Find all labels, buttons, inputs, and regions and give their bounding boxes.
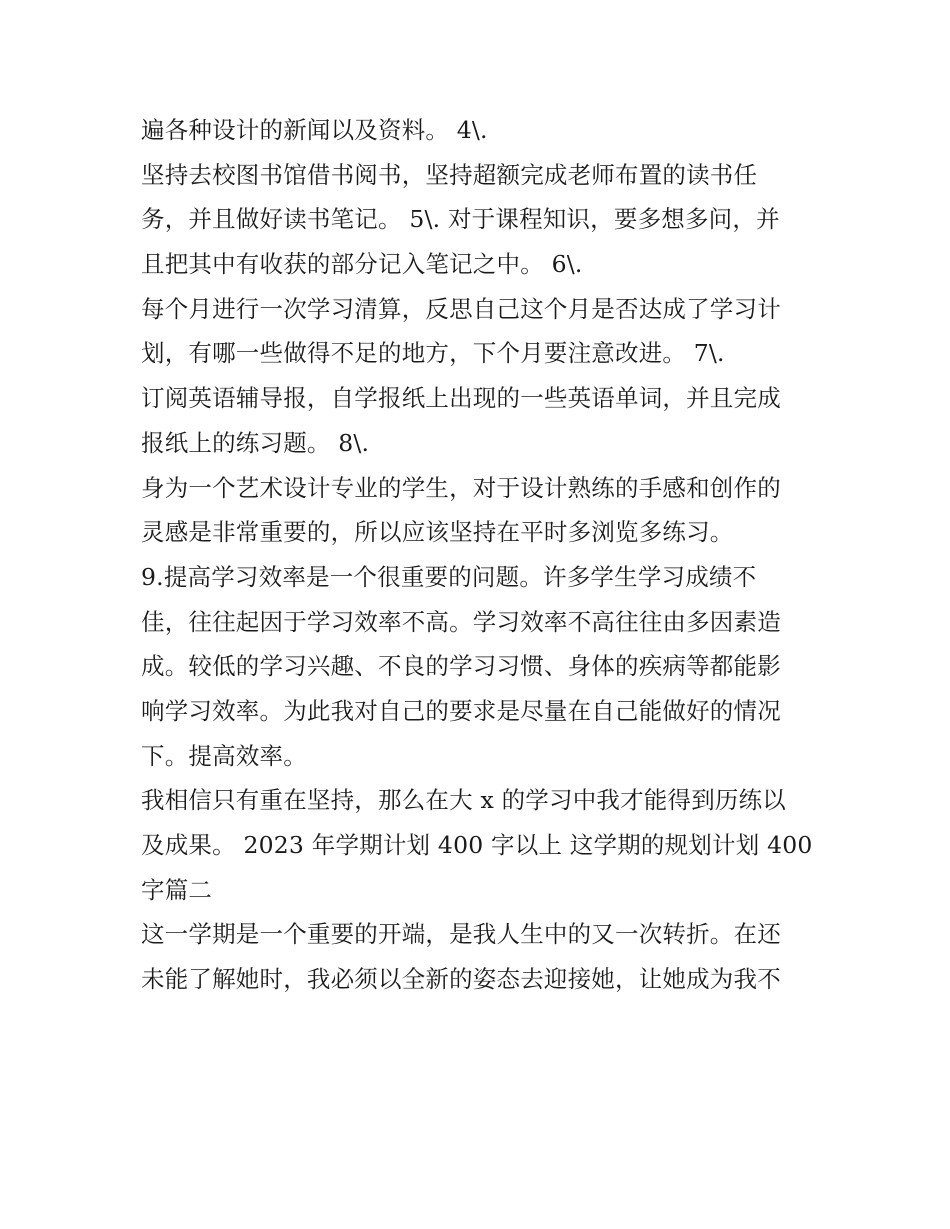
text-line: 报纸上的练习题。 8\.: [141, 428, 370, 457]
text-line: 我相信只有重在坚持，那么在大 x 的学习中我才能得到历练以: [141, 786, 786, 815]
text-line: 9.提高学习效率是一个很重要的问题。许多学生学习成绩不: [141, 562, 757, 591]
text-line: 这一学期是一个重要的开端，是我人生中的又一次转折。在还: [141, 920, 781, 949]
text-line: 响学习效率。为此我对自己的要求是尽量在自己能做好的情况: [141, 696, 781, 725]
text-line: 成。较低的学习兴趣、不良的学习习惯、身体的疾病等都能影: [141, 652, 781, 681]
text-line: 未能了解她时，我必须以全新的姿态去迎接她，让她成为我不: [141, 965, 781, 994]
text-line: 务，并且做好读书笔记。 5\. 对于课程知识，要多想多问，并: [141, 205, 780, 234]
text-line: 遍各种设计的新闻以及资料。 4\.: [141, 116, 488, 144]
text-line: 下。提高效率。: [141, 741, 307, 770]
text-line: 字篇二: [141, 875, 213, 904]
text-line: 每个月进行一次学习清算，反思自己这个月是否达成了学习计: [141, 294, 781, 323]
text-line: 且把其中有收获的部分记入笔记之中。 6\.: [141, 250, 583, 279]
document-body: [141, 108, 821, 1002]
text-line: 坚持去校图书馆借书阅书，坚持超额完成老师布置的读书任: [141, 160, 758, 189]
text-line: 身为一个艺术设计专业的学生，对于设计熟练的手感和创作的: [141, 473, 781, 502]
text-line: 订阅英语辅导报，自学报纸上出现的一些英语单词，并且完成: [141, 384, 781, 413]
text-line: 灵感是非常重要的，所以应该坚持在平时多浏览多练习。: [141, 518, 734, 547]
text-line: 佳，往往起因于学习效率不高。学习效率不高往往由多因素造: [141, 607, 781, 636]
text-line: 及成果。 2023 年学期计划 400 字以上 这学期的规划计划 400: [141, 831, 813, 859]
text-line: 划，有哪一些做得不足的地方，下个月要注意改进。 7\.: [141, 339, 725, 368]
